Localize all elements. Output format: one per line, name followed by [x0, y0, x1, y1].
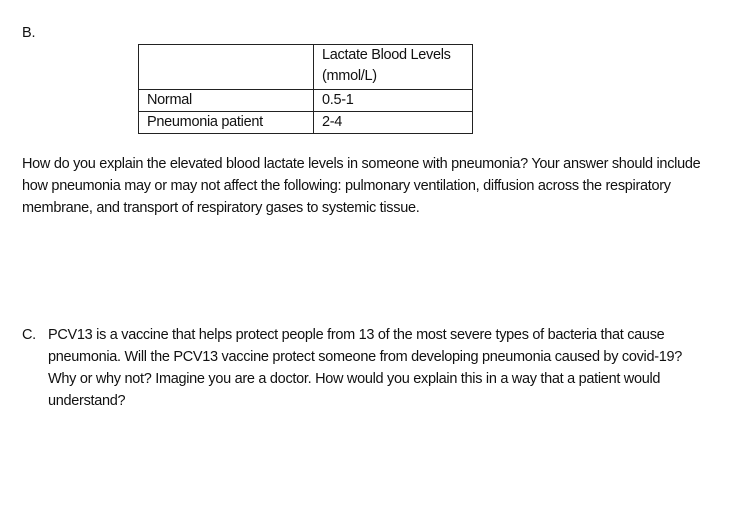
- lactate-table: [138, 44, 473, 134]
- table-header-row: [139, 45, 473, 90]
- table-cell-value: 0.5-1: [314, 90, 473, 112]
- table-cell-group: Normal: [139, 90, 314, 112]
- table-row: [139, 112, 473, 134]
- section-c-question: PCV13 is a vaccine that helps protect people from 13 of the most severe types of bacteria that cause pneumonia. Will the PCV13 vaccine protect someone from developing pneumonia caused by covid-19? Why or why not? Imagine you are a doctor. How would you explain this in a way that a patient would understand?: [48, 327, 683, 409]
- section-b-label: B.: [22, 25, 36, 41]
- section-c-label: C.: [22, 327, 36, 343]
- table-cell-value: 2-4: [314, 112, 473, 134]
- table-header-lactate: Lactate Blood Levels (mmol/L): [314, 45, 473, 90]
- table-cell-group: Pneumonia patient: [139, 112, 314, 134]
- table-header-empty: [139, 45, 314, 90]
- section-b-question: How do you explain the elevated blood lactate levels in someone with pneumonia? Your answer should include how pneumonia may or may not affect the following: pulmonary ventilation, diffusion across the respiratory membrane, and transport of respiratory gases to systemic tissue.: [22, 156, 701, 216]
- section-c: [22, 324, 712, 412]
- table-row: [139, 90, 473, 112]
